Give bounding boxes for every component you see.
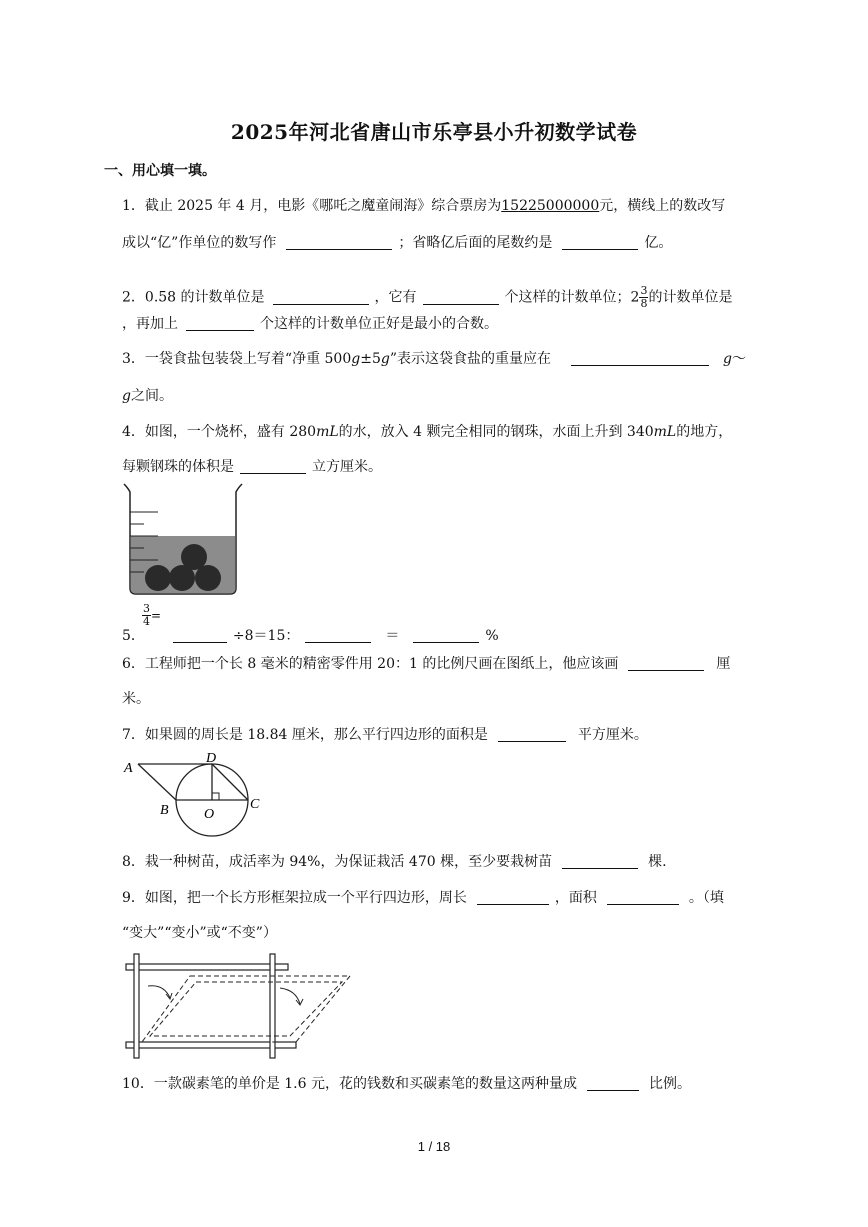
q4-text-a: 4．如图，一个烧杯，盛有 280 — [122, 424, 317, 440]
q9-text-c: 。（填 — [688, 890, 724, 906]
label-c: C — [250, 797, 260, 812]
beaker-figure — [122, 482, 247, 597]
q4-unit-ml2: mL — [653, 424, 677, 440]
question-1-line-1 — [122, 195, 725, 215]
q3-tilde: ～ — [731, 351, 746, 367]
label-o: O — [204, 807, 215, 822]
q9-text-b: ，面积 — [554, 890, 597, 906]
q3-blank-1[interactable] — [571, 351, 709, 366]
q3-unit-g3: g — [723, 351, 732, 367]
q5-text-b: ÷8＝15： — [232, 628, 300, 644]
q4-text-d: 每颗钢珠的体积是 — [122, 459, 234, 475]
q3-text-d: 之间。 — [130, 388, 173, 404]
question-3-line-2 — [122, 385, 173, 405]
q1-blank-1[interactable] — [286, 235, 392, 250]
q8-text-b: 棵. — [648, 854, 667, 870]
q7-text-b: 平方厘米。 — [577, 727, 648, 743]
q9-blank-2[interactable] — [607, 890, 679, 905]
q7-blank-1[interactable] — [498, 727, 566, 742]
q4-text-c: 的地方， — [676, 424, 733, 440]
label-d: D — [206, 751, 217, 766]
q5-fraction-denominator: 4 — [143, 615, 150, 628]
question-10-line — [122, 1073, 691, 1093]
question-9-line-2 — [122, 922, 277, 942]
q5-equals-2: ＝ — [385, 628, 400, 644]
q2-blank-2[interactable] — [423, 290, 499, 305]
question-4-line-1 — [122, 421, 732, 441]
page-title: 2025年河北省唐山市乐亭县小升初数学试卷 — [230, 120, 638, 144]
q2-text-f: 个这样的计数单位正好是最小的合数。 — [260, 316, 498, 332]
q1-blank-2[interactable] — [562, 235, 638, 250]
q8-blank-1[interactable] — [562, 854, 638, 869]
q2-text-c: 个这样的计数单位； — [504, 289, 631, 306]
q5-number: 5． — [122, 628, 145, 644]
q2-fraction-denominator: 8 — [640, 297, 648, 310]
q6-blank-1[interactable] — [628, 656, 704, 671]
q10-text-a: 10．一款碳素笔的单价是 1.6 元，花的钱数和买碳素笔的数量这两种量成 — [122, 1076, 577, 1092]
q4-unit-ml: mL — [316, 424, 339, 440]
q5-blank-3[interactable] — [413, 628, 479, 643]
q2-whole: 2 — [630, 289, 640, 306]
q3-tolerance: ±5 — [360, 351, 381, 367]
q9-text-a: 9．如图，把一个长方形框架拉成一个平行四边形，周长 — [122, 890, 467, 906]
page-number: 1 / 18 — [417, 1139, 451, 1154]
q2-fraction-numerator: 3 — [640, 284, 648, 297]
q1-number: 15225000000 — [501, 198, 600, 214]
q9-text-d: “变大”“变小”或“不变”） — [122, 925, 277, 941]
q4-blank-1[interactable] — [240, 459, 306, 474]
q3-unit-g4: g — [122, 388, 131, 404]
q2-blank-3[interactable] — [186, 316, 254, 331]
question-7-line — [122, 724, 648, 744]
q10-text-b: 比例。 — [648, 1076, 691, 1092]
q3-text-a: 3．一袋食盐包装袋上写着“净重 500 — [122, 351, 352, 367]
q3-unit-g2: g — [380, 351, 390, 367]
question-6-line-2 — [122, 688, 150, 708]
q5-fraction-numerator: 3 — [143, 602, 150, 615]
q9-blank-1[interactable] — [477, 890, 549, 905]
q2-text-b: ，它有 — [374, 289, 417, 306]
q6-text-b: 厘 — [716, 656, 731, 672]
q2-text-d: 的计数单位是 — [648, 289, 733, 306]
question-4-line-2 — [122, 456, 382, 476]
q4-text-b: 的水，放入 4 颗完全相同的钢珠，水面上升到 340 — [338, 424, 654, 440]
q1-text-d: ；省略亿后面的尾数约是 — [398, 235, 553, 251]
question-8-line — [122, 851, 667, 871]
label-a: A — [124, 761, 133, 776]
q7-text-a: 7．如果圆的周长是 18.84 厘米，那么平行四边形的面积是 — [122, 727, 488, 743]
q1-text-e: 亿。 — [644, 235, 673, 251]
question-9-line-1 — [122, 887, 724, 907]
question-2-line-1 — [122, 285, 732, 310]
q5-blank-1[interactable] — [173, 628, 227, 643]
q2-text-e: ，再加上 — [122, 316, 178, 332]
q5-percent: % — [485, 628, 499, 644]
label-b: B — [160, 803, 169, 818]
question-6-line-1 — [122, 653, 730, 673]
question-1-line-2 — [122, 232, 672, 252]
q6-text-a: 6．工程师把一个长 8 毫米的精密零件用 20：1 的比例尺画在图纸上，他应该画 — [122, 656, 619, 672]
q2-text-a: 2．0.58 的计数单位是 — [122, 289, 265, 306]
q1-text-c: 成以“亿”作单位的数写作 — [122, 235, 277, 251]
q1-text-a: 1．截止 2025 年 4 月，电影《哪吒之魔童闹海》综合票房为 — [122, 198, 502, 214]
q4-text-e: 立方厘米。 — [312, 459, 382, 475]
q10-blank-1[interactable] — [587, 1076, 639, 1091]
q2-mixed-number — [631, 285, 649, 310]
circle-parallelogram-figure — [120, 752, 270, 842]
section-heading: 一、用心填一填。 — [104, 163, 216, 179]
q2-blank-1[interactable] — [273, 290, 369, 305]
q5-equals: = — [151, 608, 162, 623]
question-3-line-1 — [122, 348, 746, 368]
q3-unit-g: g — [351, 351, 361, 367]
question-2-line-2 — [122, 313, 498, 333]
q6-text-c: 米。 — [122, 691, 150, 707]
q3-text-b: ”表示这袋食盐的重量应在 — [389, 351, 551, 367]
q1-text-b: 元，横线上的数改写 — [599, 198, 726, 214]
q8-text-a: 8．栽一种树苗，成活率为 94%，为保证栽活 470 棵，至少要栽树苗 — [122, 854, 553, 870]
q5-blank-2[interactable] — [305, 628, 371, 643]
rectangle-frame-figure — [124, 950, 364, 1060]
question-5-line — [122, 625, 499, 645]
